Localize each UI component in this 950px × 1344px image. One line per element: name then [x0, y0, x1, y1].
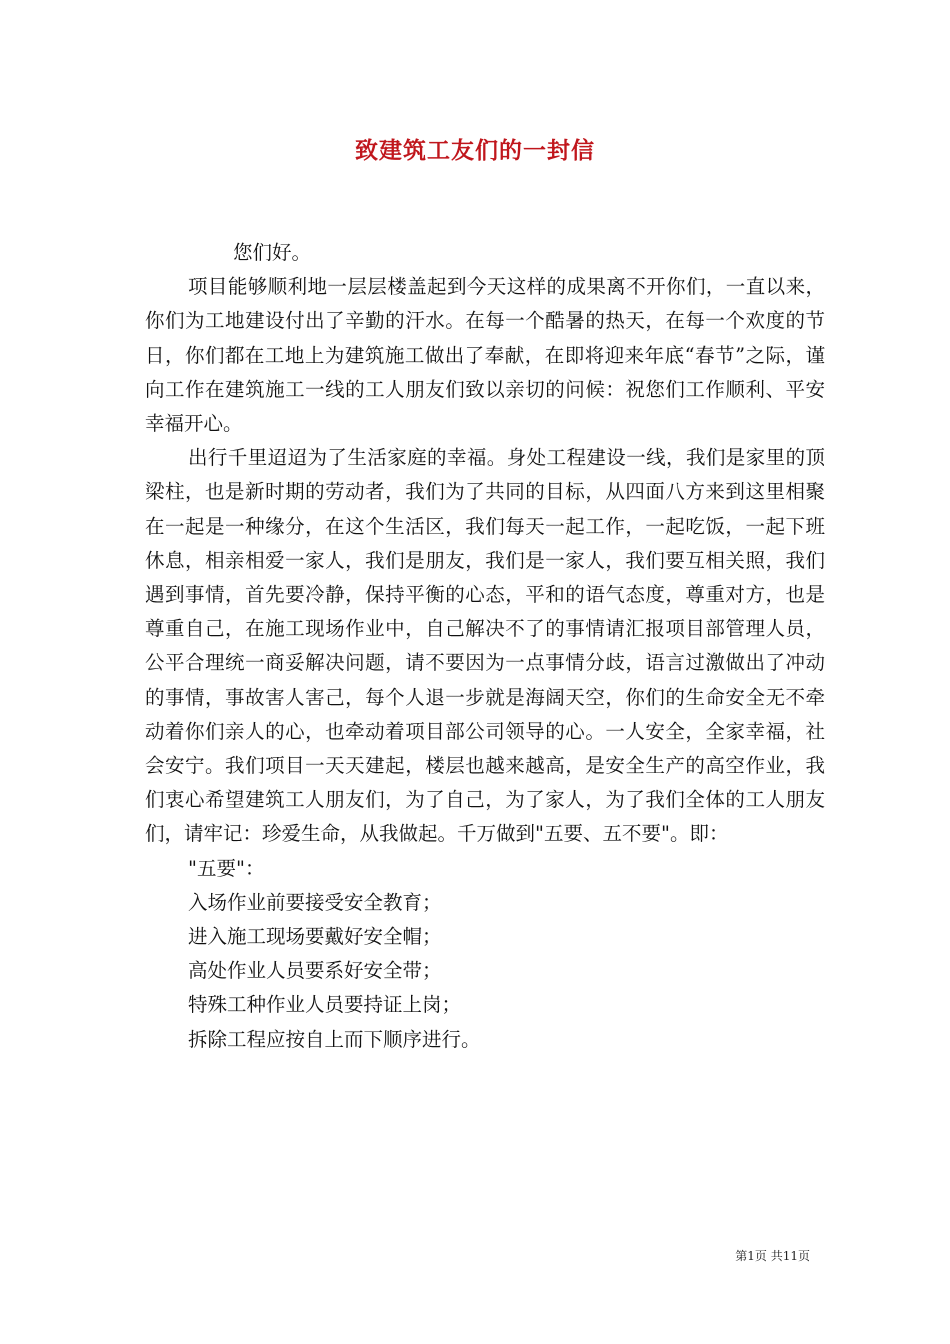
document-title: 致建筑工友们的一封信	[355, 137, 595, 164]
paragraph-2: 出行千里迢迢为了生活家庭的幸福。身处工程建设一线，我们是家里的顶梁柱，也是新时期的劳动者，我们为了共同的目标，从四面八方来到这里相聚在一起是一种缘分，在这个生活区，我们每天一起工作，一起吃饭，一起下班休息，相亲相爱一家人，我们是朋友，我们是一家人，我们要互相关照，我们遇到事情，首先要冷静，保持平衡的心态，平和的语气态度，尊重对方，也是尊重自己，在施工现场作业中，自己解决不了的事情请汇报项目部管理人员，公平合理统一商妥解决问题，请不要因为一点事情分歧，语言过激做出了冲动的事情，事故害人害己，每个人退一步就是海阔天空，你们的生命安全无不牵动着你们亲人的心，也牵动着项目部公司领导的心。一人安全，全家幸福，社会安宁。我们项目一天天建起，楼层也越来越高，是安全生产的高空作业，我们衷心希望建筑工人朋友们，为了自己，为了家人，为了我们全体的工人朋友们，请牢记：珍爱生命，从我做起。千万做到"五要、五不要"。即：	[145, 446, 825, 846]
list-item: 高处作业人员要系好安全带；	[188, 959, 442, 983]
list-heading: "五要"：	[188, 856, 265, 880]
greeting: 您们好。	[233, 241, 312, 264]
list-item: 入场作业前要接受安全教育；	[188, 890, 442, 914]
page-number-footer: 第1页 共11页	[735, 1249, 810, 1263]
list-item: 进入施工现场要戴好安全帽；	[188, 925, 442, 949]
list-item: 特殊工种作业人员要持证上岗；	[188, 993, 462, 1017]
document-body	[145, 236, 825, 1057]
paragraph-1: 项目能够顺利地一层层楼盖起到今天这样的成果离不开你们，一直以来，你们为工地建设付出了辛勤的汗水。在每一个酷暑的热天，在每一个欢度的节日，你们都在工地上为建筑施工做出了奉献，在即将迎来年底“春节”之际，谨向工作在建筑施工一线的工人朋友们致以亲切的问候：祝您们工作顺利、平安幸福开心。	[145, 275, 825, 436]
list-item: 拆除工程应按自上而下顺序进行。	[188, 1027, 481, 1051]
